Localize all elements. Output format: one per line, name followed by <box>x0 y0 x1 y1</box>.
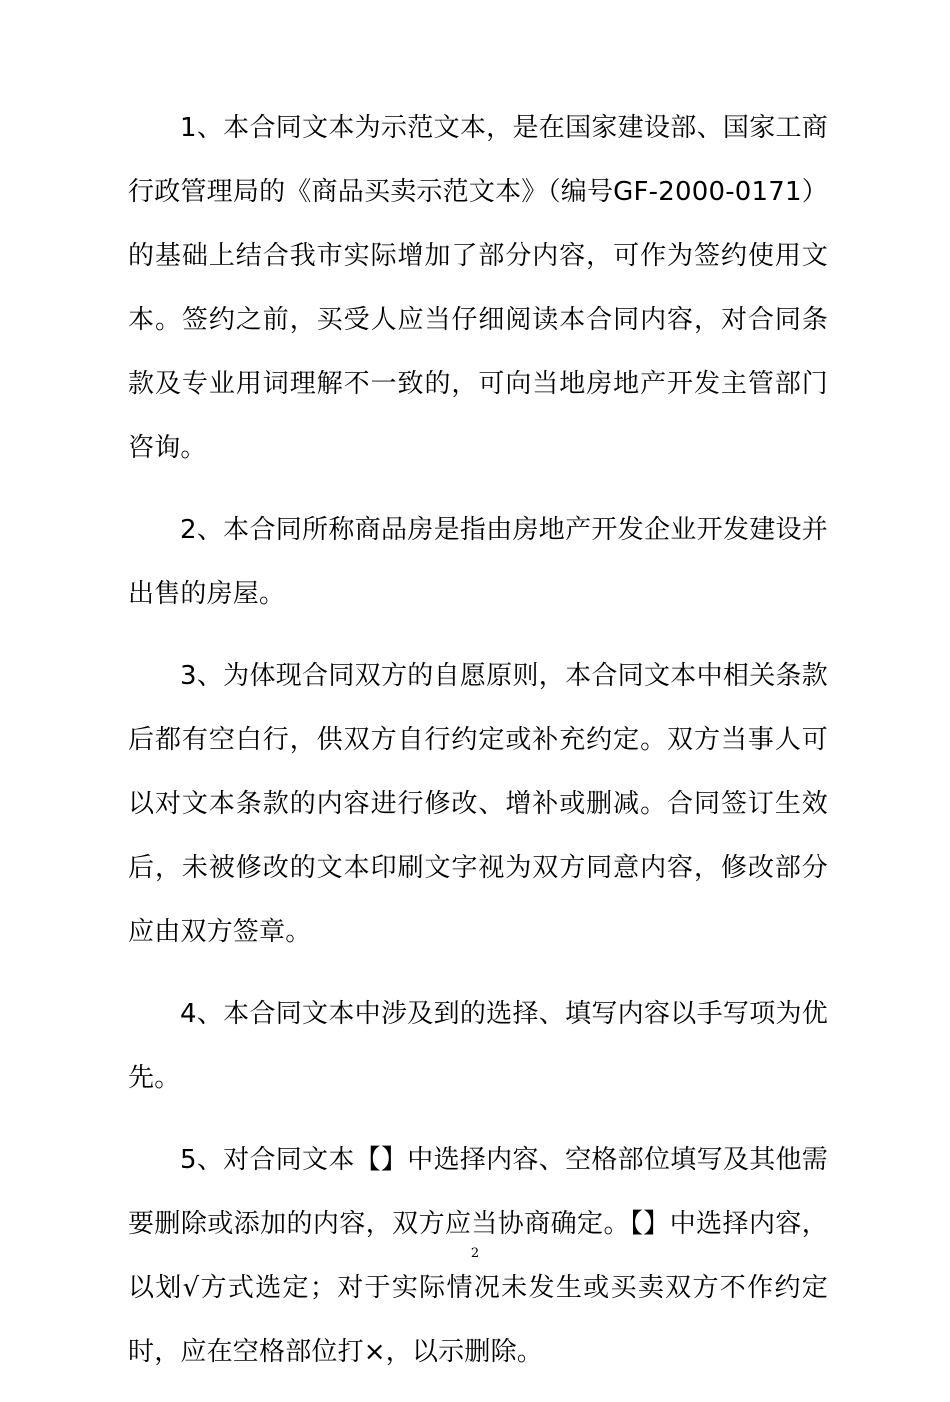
paragraph-1: 1、本合同文本为示范文本，是在国家建设部、国家工商行政管理局的《商品买卖示范文本》（编号GF-2000-0171）的基础上结合我市实际增加了部分内容，可作为签约使用文本。签约之前，买受人应当仔细阅读本合同内容，对合同条款及专业用词理解不一致的，可向当地房地产开发主管部门咨询。 <box>128 113 828 463</box>
paragraph-4: 4、本合同文本中涉及到的选择、填写内容以手写项为优先。 <box>128 999 828 1093</box>
document-body <box>128 96 828 1402</box>
paragraph-5: 5、对合同文本【】中选择内容、空格部位填写及其他需要删除或添加的内容，双方应当协商确定。【】中选择内容，以划√方式选定；对于实际情况未发生或买卖双方不作约定时，应在空格部位打×，以示删除。 <box>128 1145 828 1367</box>
paragraph-2: 2、本合同所称商品房是指由房地产开发企业开发建设并出售的房屋。 <box>128 515 828 609</box>
paragraph-3: 3、为体现合同双方的自愿原则，本合同文本中相关条款后都有空白行，供双方自行约定或补充约定。双方当事人可以对文本条款的内容进行修改、增补或删减。合同签订生效后，未被修改的文本印刷文字视为双方同意内容，修改部分应由双方签章。 <box>128 661 828 947</box>
page-number: 2 <box>470 1246 480 1261</box>
